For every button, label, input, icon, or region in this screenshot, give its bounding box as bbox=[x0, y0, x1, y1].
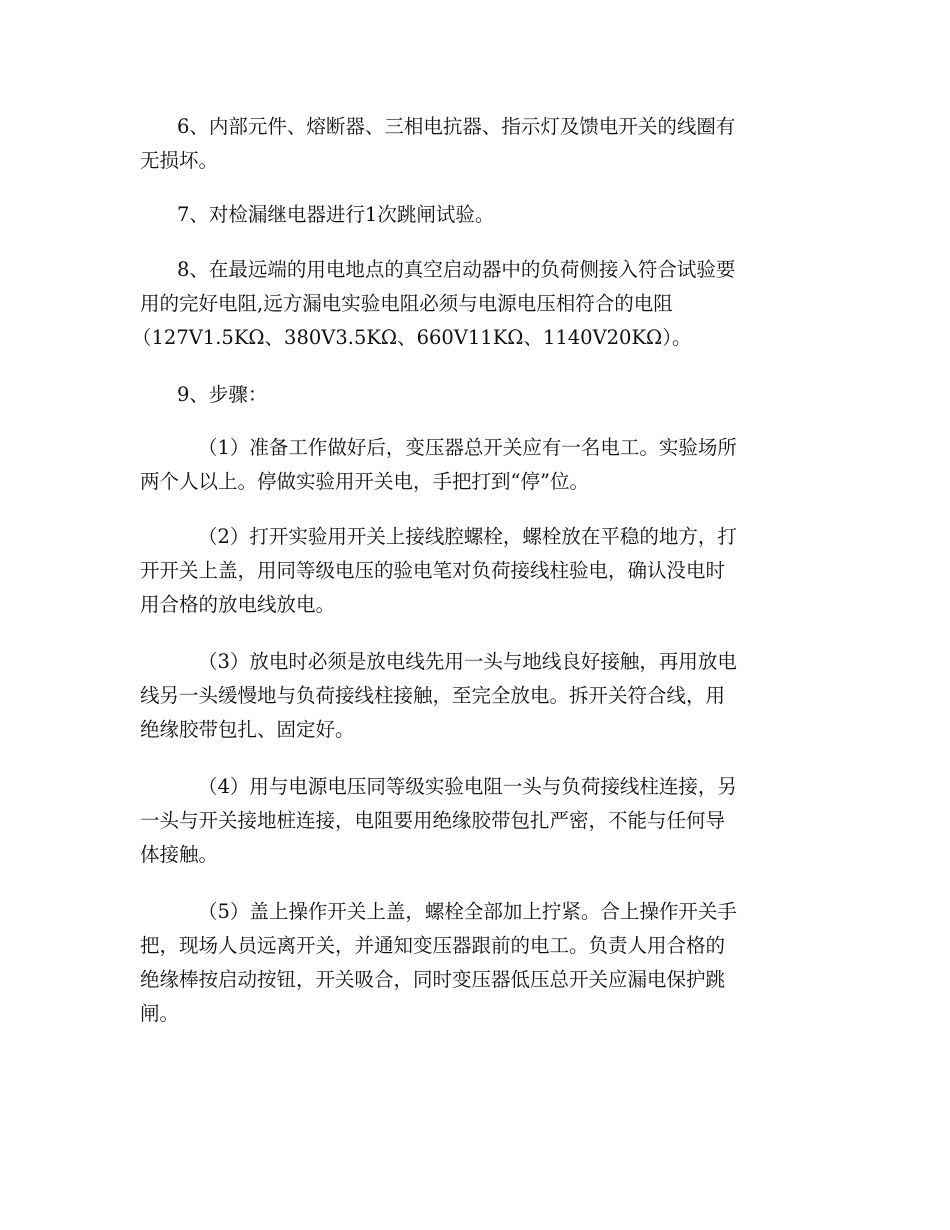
text-line: 闸。 bbox=[140, 1002, 180, 1025]
text-line: 8、在最远端的用电地点的真空启动器中的负荷侧接入符合试验要 bbox=[177, 258, 736, 281]
text-line: 用合格的放电线放电。 bbox=[140, 593, 336, 616]
paragraph-step-1 bbox=[140, 431, 810, 499]
text-line: （3）放电时必须是放电线先用一头与地线良好接触，再用放电 bbox=[198, 650, 737, 673]
text-line: 7、对检漏继电器进行1次跳闸试验。 bbox=[177, 203, 495, 226]
text-line: （1）准备工作做好后，变压器总开关应有一名电工。实验场所 bbox=[198, 436, 737, 459]
text-line: 用的完好电阻,远方漏电实验电阻必须与电源电压相符合的电阻 bbox=[140, 292, 673, 315]
paragraph-step-4 bbox=[140, 770, 810, 872]
paragraph-item-6 bbox=[140, 110, 810, 178]
text-line: 9、步骤： bbox=[177, 383, 268, 406]
text-line: （4）用与电源电压同等级实验电阻一头与负荷接线柱连接，另 bbox=[198, 775, 737, 798]
text-line: 开开关上盖，用同等级电压的验电笔对负荷接线柱验电，确认没电时 bbox=[140, 559, 726, 582]
text-line: 体接触。 bbox=[140, 843, 219, 866]
text-line: 一头与开关接地桩连接，电阻要用绝缘胶带包扎严密，不能与任何导 bbox=[140, 809, 726, 832]
paragraph-item-9 bbox=[140, 378, 810, 412]
paragraph-step-5 bbox=[140, 895, 810, 1031]
paragraph-step-3 bbox=[140, 645, 810, 747]
text-line: 把，现场人员远离开关，并通知变压器跟前的电工。负责人用合格的 bbox=[140, 934, 726, 957]
text-line: （127V1.5KΩ、380V3.5KΩ、660V11KΩ、1140V20KΩ）。 bbox=[132, 326, 692, 349]
text-line: 绝缘棒按启动按钮，开关吸合，同时变压器低压总开关应漏电保护跳 bbox=[140, 968, 726, 991]
paragraph-step-2 bbox=[140, 520, 810, 622]
text-line: （2）打开实验用开关上接线腔螺栓，螺栓放在平稳的地方，打 bbox=[198, 525, 737, 548]
text-line: 绝缘胶带包扎、固定好。 bbox=[140, 718, 355, 741]
text-line: 两个人以上。停做实验用开关电，手把打到“停”位。 bbox=[140, 470, 589, 493]
text-line: 线另一头缓慢地与负荷接线柱接触，至完全放电。拆开关符合线，用 bbox=[140, 684, 726, 707]
text-line: 无损坏。 bbox=[140, 149, 219, 172]
text-line: 6、内部元件、熔断器、三相电抗器、指示灯及馈电开关的线圈有 bbox=[177, 115, 736, 138]
paragraph-item-7 bbox=[140, 198, 810, 232]
paragraph-item-8 bbox=[132, 253, 810, 355]
text-line: （5）盖上操作开关上盖，螺栓全部加上拧紧。合上操作开关手 bbox=[198, 900, 737, 923]
